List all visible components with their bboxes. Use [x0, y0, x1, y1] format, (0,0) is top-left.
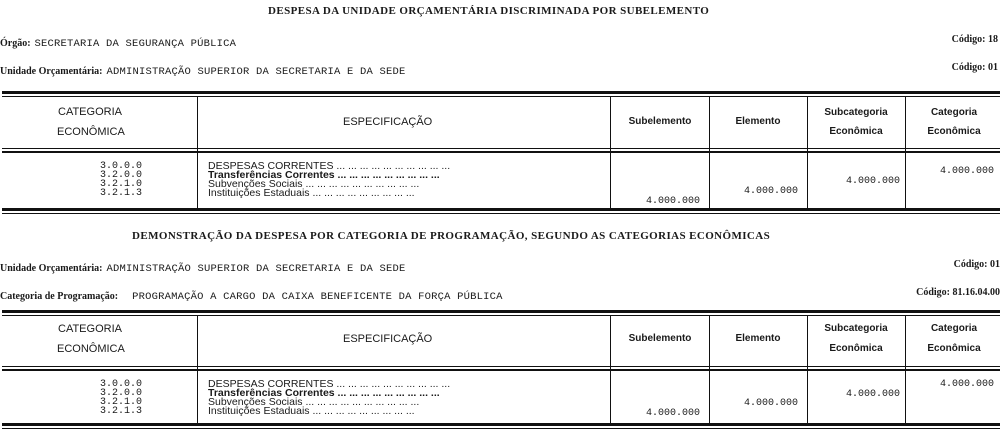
t1-hdr-especificacao: ESPECIFICAÇÃO: [343, 116, 433, 128]
t2-hdr-categoria-col-2: Econômica: [927, 343, 981, 354]
code-row: 3.0.0.0: [99, 161, 142, 172]
t2-categoria-value: 4.000.000: [940, 379, 995, 390]
spec-row: DESPESAS CORRENTES ... ... ... ... ... ... ... ... ... ...: [208, 160, 451, 172]
t2-hdr-categoria-2: ECONÔMICA: [57, 343, 125, 355]
categoria-programacao-value: PROGRAMAÇÃO A CARGO DA CAIXA BENEFICENTE DA FORÇA PÚBLICA: [132, 291, 503, 303]
t1-hdr-subcategoria-2: Econômica: [829, 126, 883, 137]
categoria-programacao-label: Categoria de Programação:: [0, 291, 119, 302]
t2-codes: [60, 380, 142, 416]
code-row: 3.2.1.0: [99, 179, 142, 190]
t2-hdr-categoria-1: CATEGORIA: [58, 323, 122, 335]
unidade2-value: ADMINISTRAÇÃO SUPERIOR DA SECRETARIA E DA SEDE: [106, 263, 406, 275]
unidade2-code: Código: 01: [953, 259, 1000, 270]
code-row: 3.0.0.0: [99, 379, 142, 390]
t2-specs: [208, 380, 450, 416]
orgao-value: SECRETARIA DA SEGURANÇA PÚBLICA: [34, 38, 237, 50]
spec-row: Transferências Correntes ... ... ... ... ... ... ... ... ...: [208, 387, 440, 399]
orgao-line: [0, 33, 236, 51]
section2-title: DEMONSTRAÇÃO DA DESPESA POR CATEGORIA DE PROGRAMAÇÃO, SEGUNDO AS CATEGORIAS ECONÔMICAS: [132, 230, 771, 242]
unidade2-line: [0, 258, 406, 276]
t1-hdr-subelemento: Subelemento: [628, 116, 692, 127]
t1-subelemento-value: 4.000.000: [646, 196, 701, 207]
t1-hdr-categoria-2: ECONÔMICA: [57, 126, 125, 138]
orgao-code: Código: 18: [951, 34, 998, 45]
t1-hdr-categoria-col-2: Econômica: [927, 126, 981, 137]
t2-hdr-categoria-col-1: Categoria: [930, 323, 978, 334]
code-row: 3.2.1.3: [99, 406, 142, 417]
spec-row: Subvenções Sociais ... ... ... ... ... ... ... ... ... ...: [208, 396, 420, 408]
code-row: 3.2.1.3: [99, 188, 142, 199]
unidade2-label: Unidade Orçamentária:: [0, 263, 103, 274]
t1-categoria-value: 4.000.000: [940, 166, 995, 177]
t2-hdr-subcategoria-2: Econômica: [829, 343, 883, 354]
t1-subcategoria-value: 4.000.000: [846, 176, 901, 187]
t2-hdr-elemento: Elemento: [735, 333, 781, 344]
t1-specs: [208, 162, 450, 198]
categoria-programacao-line: [0, 286, 503, 304]
t1-hdr-categoria-1: CATEGORIA: [58, 106, 122, 118]
t1-elemento-value: 4.000.000: [744, 186, 799, 197]
section1-title: DESPESA DA UNIDADE ORÇAMENTÁRIA DISCRIMINADA POR SUBELEMENTO: [268, 5, 710, 17]
unidade-value: ADMINISTRAÇÃO SUPERIOR DA SECRETARIA E DA SEDE: [106, 66, 406, 78]
unidade-label: Unidade Orçamentária:: [0, 66, 103, 77]
t2-hdr-especificacao: ESPECIFICAÇÃO: [343, 333, 433, 345]
code-row: 3.2.0.0: [99, 388, 142, 399]
spec-row: Transferências Correntes ... ... ... ... ... ... ... ... ...: [208, 169, 440, 181]
t1-hdr-subcategoria-1: Subcategoria: [824, 107, 888, 118]
spec-row: Instituições Estaduais ... ... ... ... ... ... ... ... ...: [208, 187, 415, 199]
orgao-label: Órgão:: [0, 38, 31, 49]
t2-elemento-value: 4.000.000: [744, 398, 799, 409]
t1-hdr-categoria-col-1: Categoria: [930, 107, 978, 118]
t2-subcategoria-value: 4.000.000: [846, 389, 901, 400]
t1-hdr-elemento: Elemento: [735, 116, 781, 127]
spec-row: DESPESAS CORRENTES ... ... ... ... ... ... ... ... ... ...: [208, 378, 451, 390]
t2-hdr-subcategoria-1: Subcategoria: [824, 323, 888, 334]
categoria-programacao-code: Código: 81.16.04.00: [916, 287, 1000, 298]
t2-hdr-subelemento: Subelemento: [628, 333, 692, 344]
code-row: 3.2.0.0: [99, 170, 142, 181]
t2-subelemento-value: 4.000.000: [646, 408, 701, 419]
code-row: 3.2.1.0: [99, 397, 142, 408]
t1-codes: [60, 162, 142, 198]
spec-row: Instituições Estaduais ... ... ... ... ... ... ... ... ...: [208, 405, 415, 417]
unidade-line: [0, 61, 406, 79]
unidade-code: Código: 01: [951, 62, 998, 73]
spec-row: Subvenções Sociais ... ... ... ... ... ... ... ... ... ...: [208, 178, 420, 190]
